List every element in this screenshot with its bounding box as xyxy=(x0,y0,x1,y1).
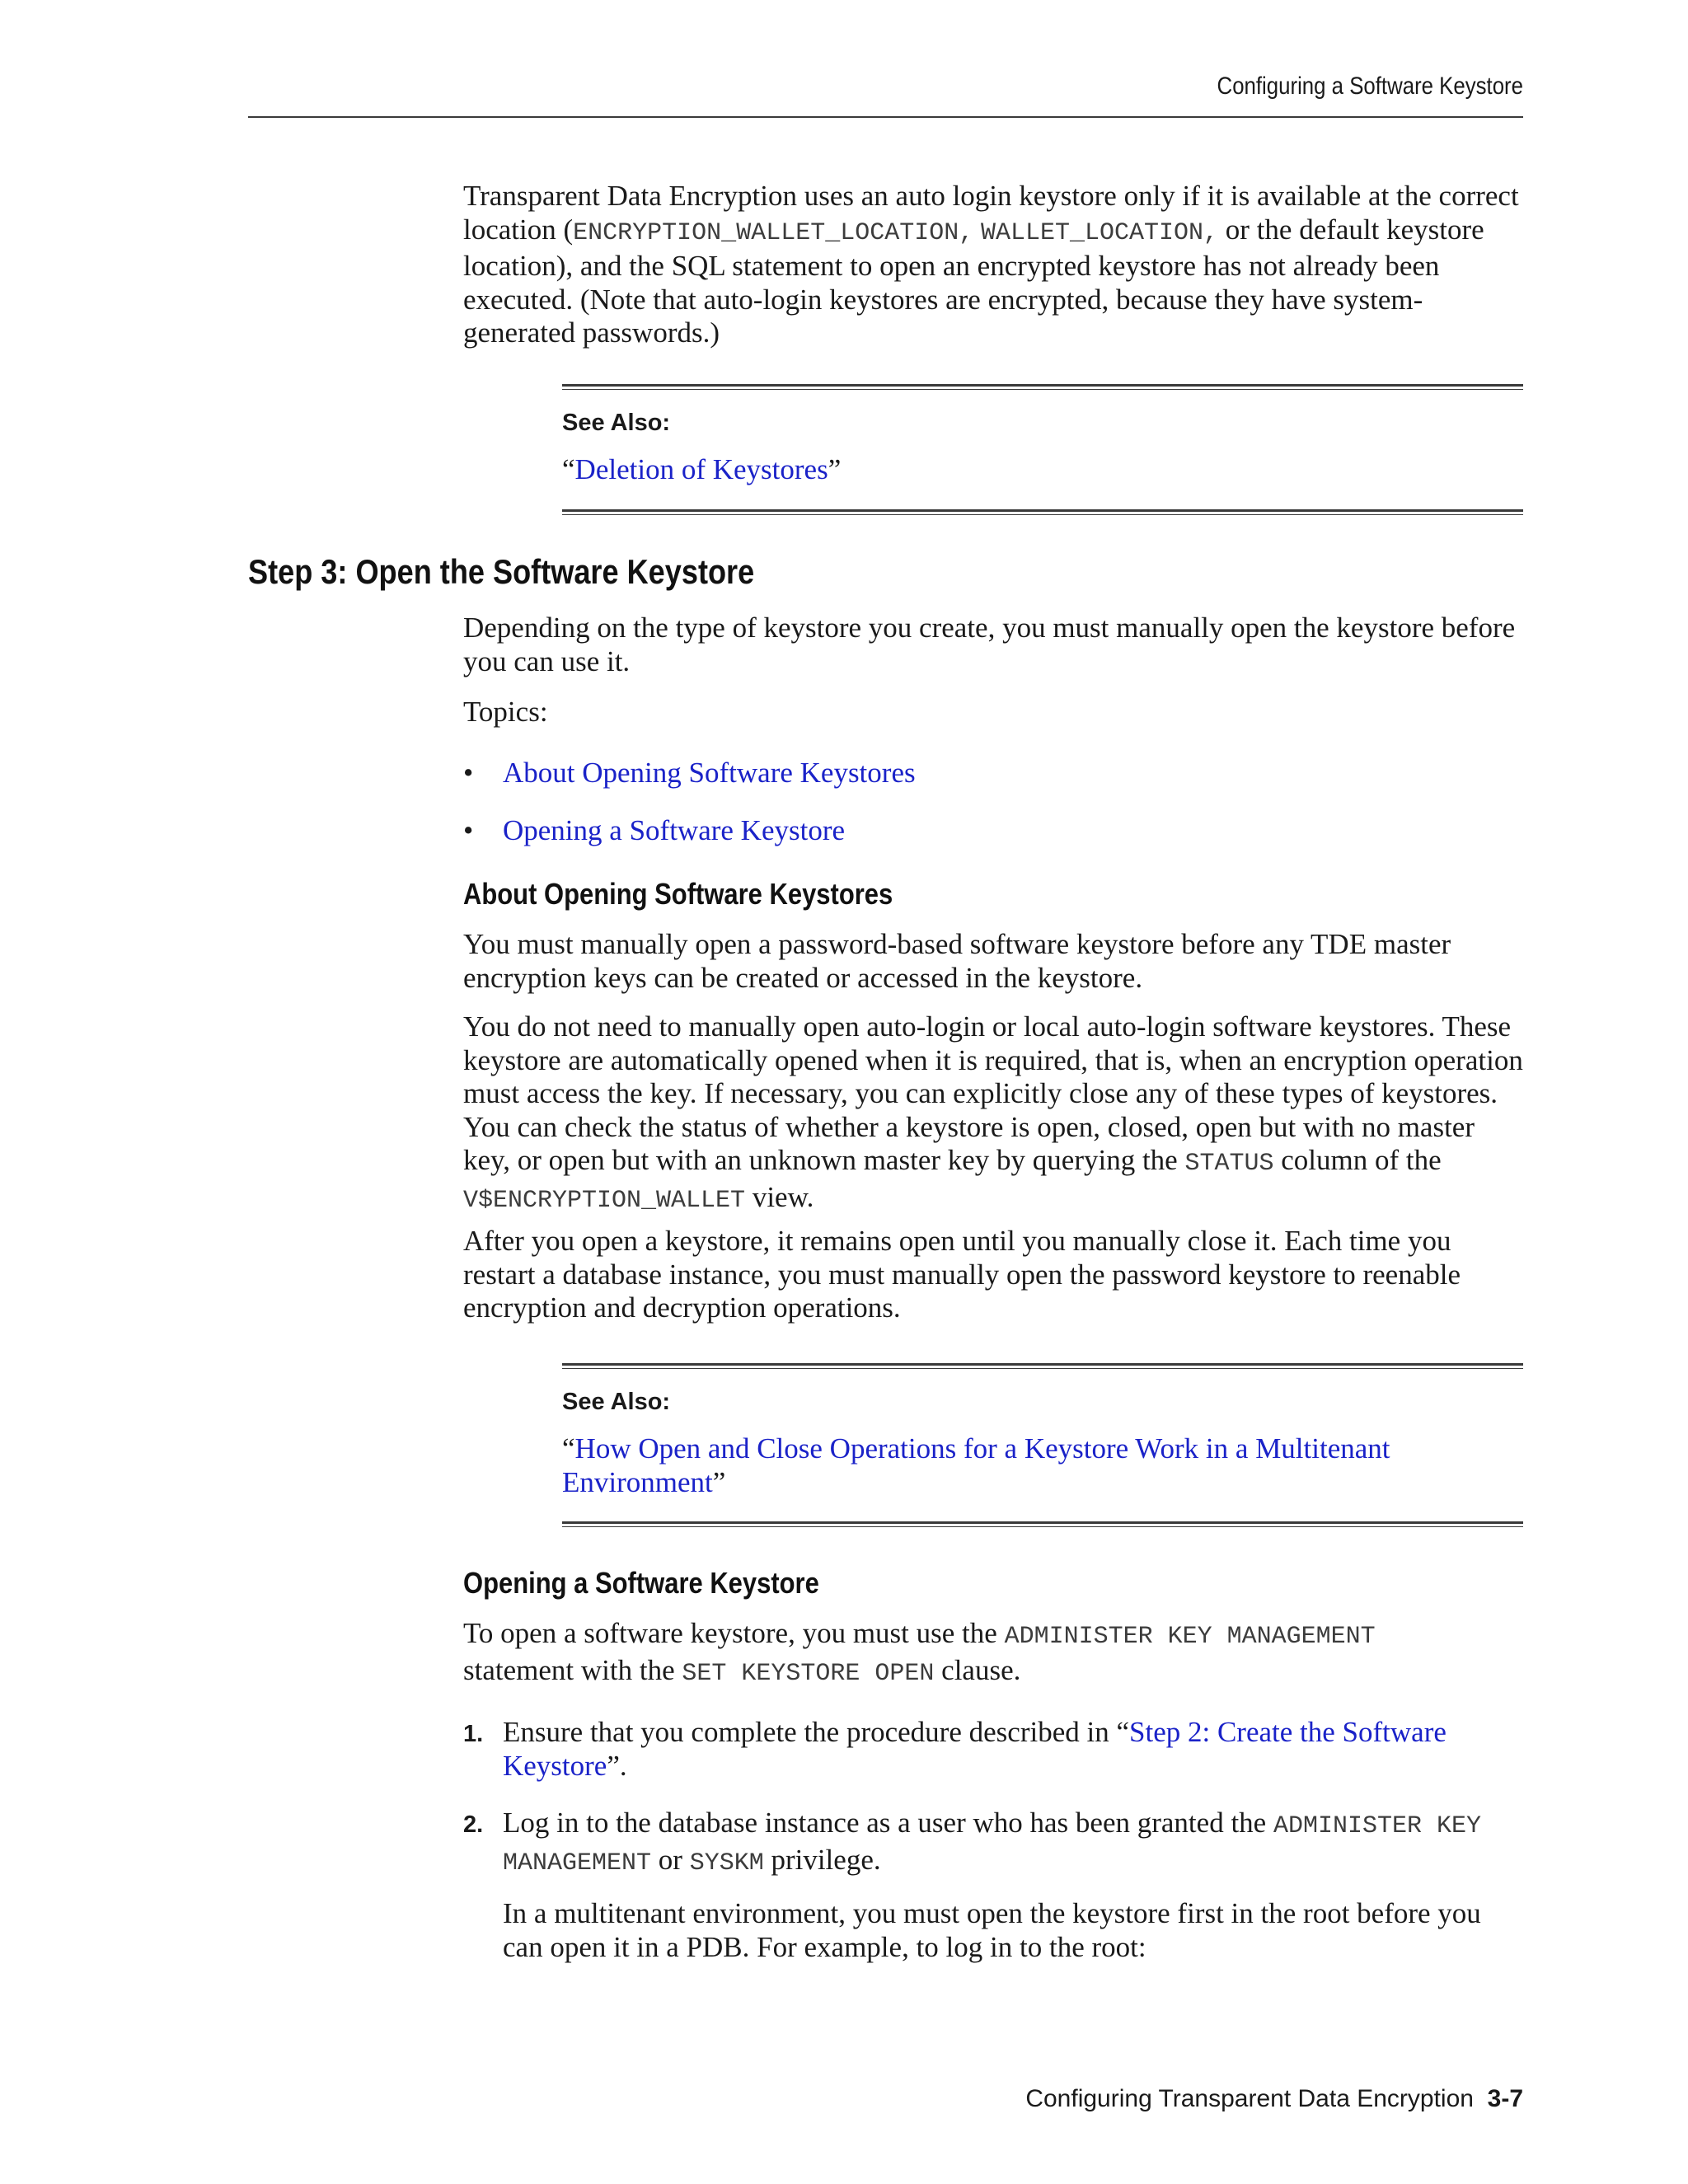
see-also-link-line xyxy=(562,453,1523,487)
see-also-bottom-rule xyxy=(562,509,1523,515)
intro-text-a: Transparent Data Encryption uses an auto login keystore only if it is available at the correct location ( xyxy=(463,180,1519,246)
step3-paragraph: Depending on the type of keystore you create, you must manually open the keystore before you can use it. xyxy=(463,612,1516,677)
close-quote-2: ” xyxy=(712,1465,726,1498)
subsection-heading-about: About Opening Software Keystores xyxy=(463,877,893,911)
footer-title: Configuring Transparent Data Encryption xyxy=(1025,2085,1474,2112)
opening-paragraph-1 xyxy=(463,1617,1526,1690)
header-rule xyxy=(248,116,1523,118)
step-1-text-b: ”. xyxy=(607,1749,627,1782)
open-quote: “ xyxy=(562,453,575,485)
about-p2-text-c: view. xyxy=(745,1180,814,1213)
opening-p1-text-c: clause. xyxy=(934,1653,1021,1686)
code-wallet-location: WALLET_LOCATION, xyxy=(981,218,1219,247)
topic-item-2 xyxy=(503,814,845,848)
code-administer-key-management-2: ADMINISTER KEY MANAGEMENT xyxy=(503,1812,1481,1877)
bullet-2: • xyxy=(463,814,474,846)
topic-item-1 xyxy=(503,757,916,790)
code-syskm: SYSKM xyxy=(689,1849,764,1877)
link-about-opening-software-keystores[interactable]: About Opening Software Keystores xyxy=(503,757,916,789)
running-header: Configuring a Software Keystore xyxy=(1217,73,1523,100)
code-status: STATUS xyxy=(1184,1150,1274,1178)
page-footer xyxy=(248,2085,1523,2113)
opening-p1-text-a: To open a software keystore, you must use the xyxy=(463,1617,1005,1649)
see-also-label: See Also: xyxy=(562,410,671,436)
step-2-text-a: Log in to the database instance as a user who has been granted the xyxy=(503,1807,1273,1839)
intro-paragraph xyxy=(463,180,1526,350)
step-2-text xyxy=(503,1807,1526,1880)
bullet-1: • xyxy=(463,757,474,789)
about-p2-text-a: You do not need to manually open auto-login or local auto-login software keystores. These keystore are automatically opened when it is required, that is, when an encryption operation must access the key. If necessary, you can explicitly close any of these types of keystores. You can check the status of whether a keystore is open, closed, open but with no master key, or open but with an unknown master key by querying the xyxy=(463,1010,1523,1176)
see-also-box-1 xyxy=(562,384,1523,487)
code-encryption-wallet-location: ENCRYPTION_WALLET_LOCATION, xyxy=(573,218,974,247)
see-also-2-top-rule xyxy=(562,1363,1523,1369)
see-also-2-bottom-rule xyxy=(562,1521,1523,1527)
about-paragraph-2 xyxy=(463,1010,1526,1217)
step-2-text-c: privilege. xyxy=(763,1843,881,1876)
subsection-heading-opening: Opening a Software Keystore xyxy=(463,1566,819,1600)
page-number: 3-7 xyxy=(1487,2085,1523,2112)
see-also-box-2 xyxy=(562,1363,1523,1499)
intro-text-b: or the default keystore location), and the SQL statement to open an encrypted keystore has not already been executed. (Note that auto-login keystores are encrypted, because they have system-generated passwords.) xyxy=(463,213,1484,349)
section-heading-step3: Step 3: Open the Software Keystore xyxy=(248,552,755,591)
step-number-2: 2. xyxy=(463,1811,484,1838)
see-also-2-link-line xyxy=(562,1432,1523,1499)
link-open-close-multitenant[interactable]: How Open and Close Operations for a Keystore Work in a Multitenant Environment xyxy=(562,1432,1390,1498)
code-set-keystore-open: SET KEYSTORE OPEN xyxy=(682,1659,935,1688)
step-1-text xyxy=(503,1716,1526,1783)
topics-label: Topics: xyxy=(463,696,548,728)
about-p2-text-b: column of the xyxy=(1273,1144,1442,1176)
step-2-text-b: or xyxy=(651,1843,690,1876)
link-step2-create-software-keystore[interactable]: Step 2: Create the Software Keystore xyxy=(503,1716,1447,1782)
see-also-top-rule xyxy=(562,384,1523,390)
step-2-note: In a multitenant environment, you must open the keystore first in the root before you can open it in a PDB. For example, to log in to the root: xyxy=(503,1897,1481,1963)
opening-p1-text-b: statement with the xyxy=(463,1653,682,1686)
close-quote: ” xyxy=(828,453,842,485)
link-opening-a-software-keystore[interactable]: Opening a Software Keystore xyxy=(503,814,846,846)
about-paragraph-1: You must manually open a password-based software keystore before any TDE master encryption keys can be created or accessed in the keystore. xyxy=(463,928,1451,994)
see-also-2-label: See Also: xyxy=(562,1389,671,1415)
code-administer-key-management: ADMINISTER KEY MANAGEMENT xyxy=(1004,1623,1376,1651)
step-1-text-a: Ensure that you complete the procedure described in “ xyxy=(503,1716,1129,1748)
link-deletion-of-keystores[interactable]: Deletion of Keystores xyxy=(574,453,828,485)
open-quote-2: “ xyxy=(562,1432,575,1465)
step-number-1: 1. xyxy=(463,1721,484,1747)
see-also-box-1-bottom xyxy=(562,509,1523,515)
see-also-box-2-bottom xyxy=(562,1521,1523,1527)
about-paragraph-3: After you open a keystore, it remains open until you manually close it. Each time you restart a database instance, you must manually open the password keystore to reenable encryption and decryption operations. xyxy=(463,1225,1461,1324)
code-v-encryption-wallet: V$ENCRYPTION_WALLET xyxy=(463,1186,746,1215)
